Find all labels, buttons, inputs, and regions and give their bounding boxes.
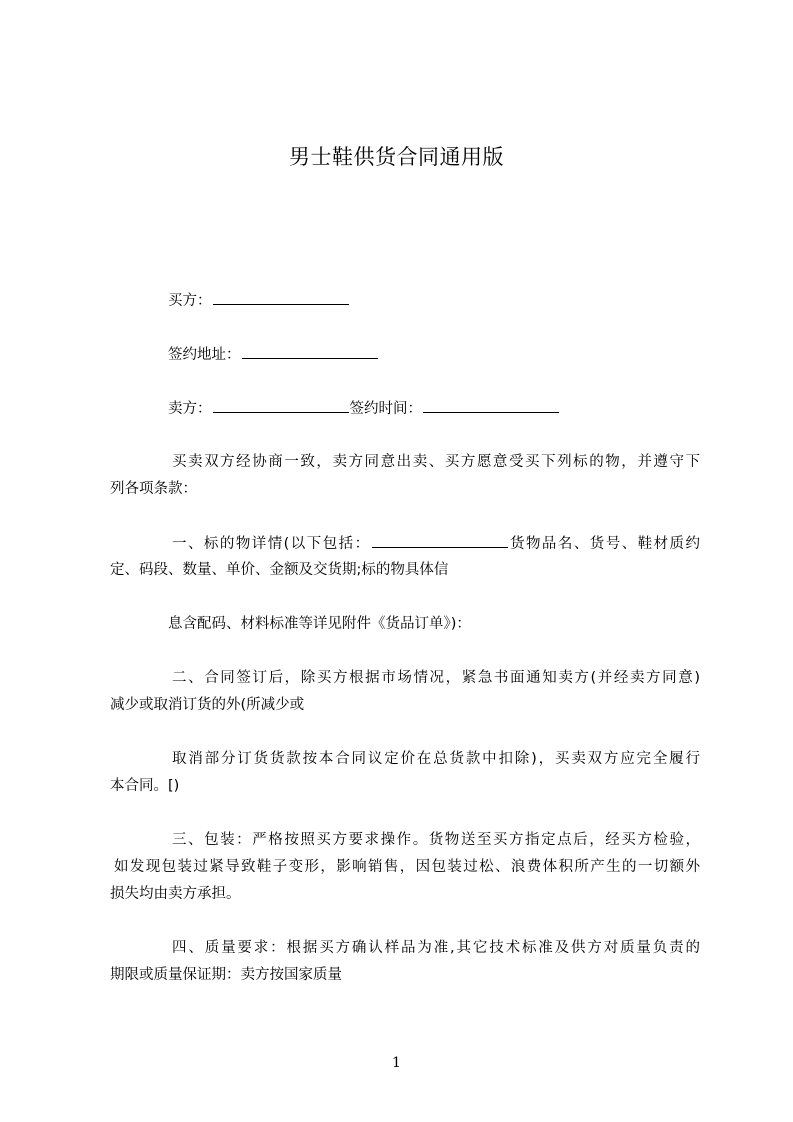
clause-2-line-1: 二、合同签订后，除买方根据市场情况，紧急书面通知卖方(并经卖方同意) [172, 670, 700, 686]
clause-3-line-3: 损失均由卖方承担。 [110, 886, 241, 902]
clause-1-line-2: 定、码段、数量、单价、金额及交货期;标的物具体信 [110, 562, 449, 578]
sign-time-label: 签约时间： [349, 401, 422, 417]
seller-blank [213, 398, 349, 413]
intro-line-1: 买卖双方经协商一致，卖方同意出卖、买方愿意受买下列标的物，并遵守下 [172, 454, 700, 470]
sign-address-label: 签约地址： [168, 347, 241, 363]
buyer-line [110, 290, 700, 311]
clause-1-line-1 [172, 533, 700, 554]
sign-time-blank [423, 398, 559, 413]
clause-3-line-1: 三、包装：严格按照买方要求操作。货物送至买方指定点后，经买方检验， [172, 832, 700, 848]
clause-4-line-2: 期限或质量保证期：卖方按国家质量 [110, 967, 342, 983]
clause-2-line-2: 减少或取消订货的外(所减少或 [110, 697, 305, 713]
document-title: 男士鞋供货合同通用版 [289, 145, 504, 169]
clause-2-line-3: 取消部分订货货款按本合同议定价在总货款中扣除)，买卖双方应完全履行 [172, 751, 700, 767]
clause-1-blank [372, 533, 508, 548]
buyer-blank [213, 290, 349, 305]
clause-1-line-3: 息含配码、材料标准等详见附件《货品订单》)： [168, 616, 471, 632]
page-number: 1 [392, 1055, 401, 1071]
clause-3-line-2: 如发现包装过紧导致鞋子变形，影响销售，因包装过松、浪费体积所产生的一切额外 [114, 859, 700, 875]
sign-address-line [110, 344, 700, 365]
intro-line-2: 列各项条款： [110, 481, 197, 497]
clause-1-pre: 一、标的物详情(以下包括： [172, 536, 371, 552]
buyer-label: 买方： [168, 293, 212, 309]
sign-address-blank [242, 344, 378, 359]
clause-4-line-1: 四、质量要求：根据买方确认样品为准,其它技术标准及供方对质量负责的 [172, 940, 700, 956]
seller-label: 卖方： [168, 401, 212, 417]
seller-line [110, 398, 700, 419]
clause-2-line-4: 本合同。[) [110, 778, 180, 794]
clause-1-post: 货物品名、货号、鞋材质约 [508, 536, 701, 552]
